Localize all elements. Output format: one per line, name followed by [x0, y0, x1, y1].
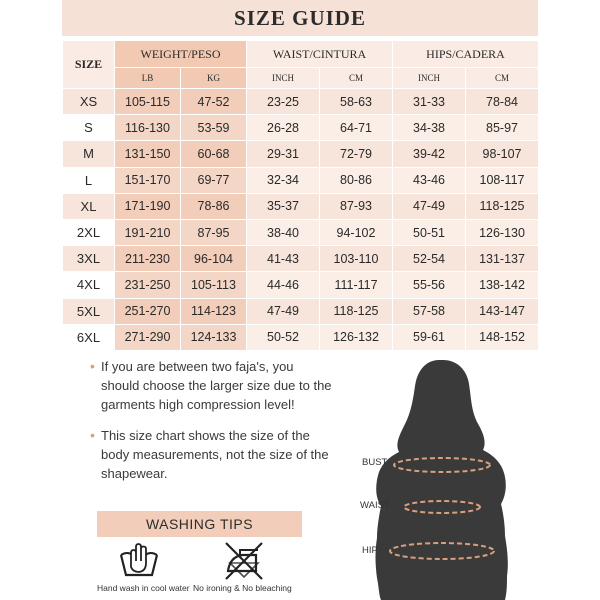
hips-cm-cell: 131-137 — [466, 246, 539, 272]
waist-cm-cell: 111-117 — [320, 272, 393, 298]
bust-tape — [394, 458, 490, 472]
waist-inch-cell: 35-37 — [247, 193, 320, 219]
kg-cell: 53-59 — [181, 115, 247, 141]
kg-cell: 60-68 — [181, 141, 247, 167]
waist-inch-cell: 47-49 — [247, 298, 320, 324]
note-text: If you are between two faja's, you should choose the larger size due to the garments high compression level! — [101, 359, 332, 412]
hips-cm-cell: 126-130 — [466, 219, 539, 245]
lb-cell: 151-170 — [115, 167, 181, 193]
notes — [92, 357, 332, 495]
page-title: SIZE GUIDE — [234, 5, 366, 30]
kg-cell: 96-104 — [181, 246, 247, 272]
kg-cell: 78-86 — [181, 193, 247, 219]
waist-inch-cell: 23-25 — [247, 89, 320, 115]
table-row — [63, 272, 539, 298]
washing-tips-label: WASHING TIPS — [145, 516, 254, 532]
hips-header: HIPS/CADERA — [393, 41, 539, 68]
hips-cm-cell: 143-147 — [466, 298, 539, 324]
table-row — [63, 141, 539, 167]
note-text: This size chart shows the size of the body measurements, not the size of the shapewear. — [101, 428, 329, 481]
lb-cell: 271-290 — [115, 324, 181, 350]
waist-cm-cell: 126-132 — [320, 324, 393, 350]
kg-cell: 124-133 — [181, 324, 247, 350]
kg-header: KG — [181, 68, 247, 89]
waist-cm-cell: 87-93 — [320, 193, 393, 219]
kg-cell: 114-123 — [181, 298, 247, 324]
hips-inch-cell: 43-46 — [393, 167, 466, 193]
waist-tape — [404, 501, 480, 513]
note-item — [92, 426, 332, 483]
hips-inch-cell: 34-38 — [393, 115, 466, 141]
washing-tips-heading — [97, 511, 302, 537]
bullet-dot: • — [90, 358, 95, 374]
table-row — [63, 324, 539, 350]
size-table — [62, 40, 539, 351]
hips-cm-cell: 98-107 — [466, 141, 539, 167]
lb-cell: 231-250 — [115, 272, 181, 298]
kg-cell: 47-52 — [181, 89, 247, 115]
hips-inch-header: INCH — [393, 68, 466, 89]
bust-label: BUST — [362, 457, 388, 468]
weight-header: WEIGHT/PESO — [115, 41, 247, 68]
hips-cm-cell: 148-152 — [466, 324, 539, 350]
hips-inch-cell: 47-49 — [393, 193, 466, 219]
table-row — [63, 89, 539, 115]
hip-tape — [390, 543, 494, 559]
hips-inch-cell: 31-33 — [393, 89, 466, 115]
title-bar — [62, 0, 538, 36]
kg-cell: 69-77 — [181, 167, 247, 193]
size-cell: M — [63, 141, 115, 167]
size-cell: S — [63, 115, 115, 141]
waist-cm-header: CM — [320, 68, 393, 89]
hips-cm-cell: 108-117 — [466, 167, 539, 193]
waist-header: WAIST/CINTURA — [247, 41, 393, 68]
kg-cell: 105-113 — [181, 272, 247, 298]
lb-cell: 251-270 — [115, 298, 181, 324]
size-cell: 5XL — [63, 298, 115, 324]
lb-cell: 105-115 — [115, 89, 181, 115]
size-cell: 4XL — [63, 272, 115, 298]
hand-wash-label: Hand wash in cool water — [97, 583, 190, 593]
waist-inch-cell: 29-31 — [247, 141, 320, 167]
waist-inch-cell: 38-40 — [247, 219, 320, 245]
table-row — [63, 219, 539, 245]
table-row — [63, 298, 539, 324]
hips-cm-cell: 138-142 — [466, 272, 539, 298]
waist-cm-cell: 118-125 — [320, 298, 393, 324]
lb-cell: 131-150 — [115, 141, 181, 167]
waist-cm-cell: 72-79 — [320, 141, 393, 167]
size-cell: 2XL — [63, 219, 115, 245]
group-header-row — [63, 41, 539, 68]
waist-cm-cell: 64-71 — [320, 115, 393, 141]
table-row — [63, 115, 539, 141]
hips-inch-cell: 50-51 — [393, 219, 466, 245]
hips-cm-cell: 78-84 — [466, 89, 539, 115]
hips-inch-cell: 59-61 — [393, 324, 466, 350]
waist-cm-cell: 58-63 — [320, 89, 393, 115]
waist-inch-header: INCH — [247, 68, 320, 89]
size-cell: 3XL — [63, 246, 115, 272]
no-iron-no-bleach-icon — [222, 541, 266, 581]
waist-cm-cell: 94-102 — [320, 219, 393, 245]
hips-inch-cell: 57-58 — [393, 298, 466, 324]
waist-cm-cell: 103-110 — [320, 246, 393, 272]
lb-cell: 116-130 — [115, 115, 181, 141]
lb-header: LB — [115, 68, 181, 89]
unit-header-row — [63, 68, 539, 89]
kg-cell: 87-95 — [181, 219, 247, 245]
hips-inch-cell: 55-56 — [393, 272, 466, 298]
table-row — [63, 167, 539, 193]
hips-cm-cell: 85-97 — [466, 115, 539, 141]
hand-wash-icon — [117, 541, 161, 581]
size-cell: L — [63, 167, 115, 193]
table-row — [63, 193, 539, 219]
bullet-dot: • — [90, 427, 95, 443]
waist-label: WAIST — [360, 500, 390, 511]
lb-cell: 171-190 — [115, 193, 181, 219]
size-cell: XL — [63, 193, 115, 219]
note-item — [92, 357, 332, 414]
waist-inch-cell: 26-28 — [247, 115, 320, 141]
hips-cm-cell: 118-125 — [466, 193, 539, 219]
size-header: SIZE — [63, 41, 115, 89]
hips-inch-cell: 39-42 — [393, 141, 466, 167]
lb-cell: 211-230 — [115, 246, 181, 272]
hips-cm-header: CM — [466, 68, 539, 89]
waist-cm-cell: 80-86 — [320, 167, 393, 193]
lb-cell: 191-210 — [115, 219, 181, 245]
hips-inch-cell: 52-54 — [393, 246, 466, 272]
waist-inch-cell: 32-34 — [247, 167, 320, 193]
size-cell: 6XL — [63, 324, 115, 350]
size-cell: XS — [63, 89, 115, 115]
table-row — [63, 246, 539, 272]
no-iron-label: No ironing & No bleaching — [193, 583, 292, 593]
waist-inch-cell: 44-46 — [247, 272, 320, 298]
hip-label: HIP — [362, 545, 378, 556]
waist-inch-cell: 50-52 — [247, 324, 320, 350]
waist-inch-cell: 41-43 — [247, 246, 320, 272]
measurement-tapes — [380, 455, 505, 575]
